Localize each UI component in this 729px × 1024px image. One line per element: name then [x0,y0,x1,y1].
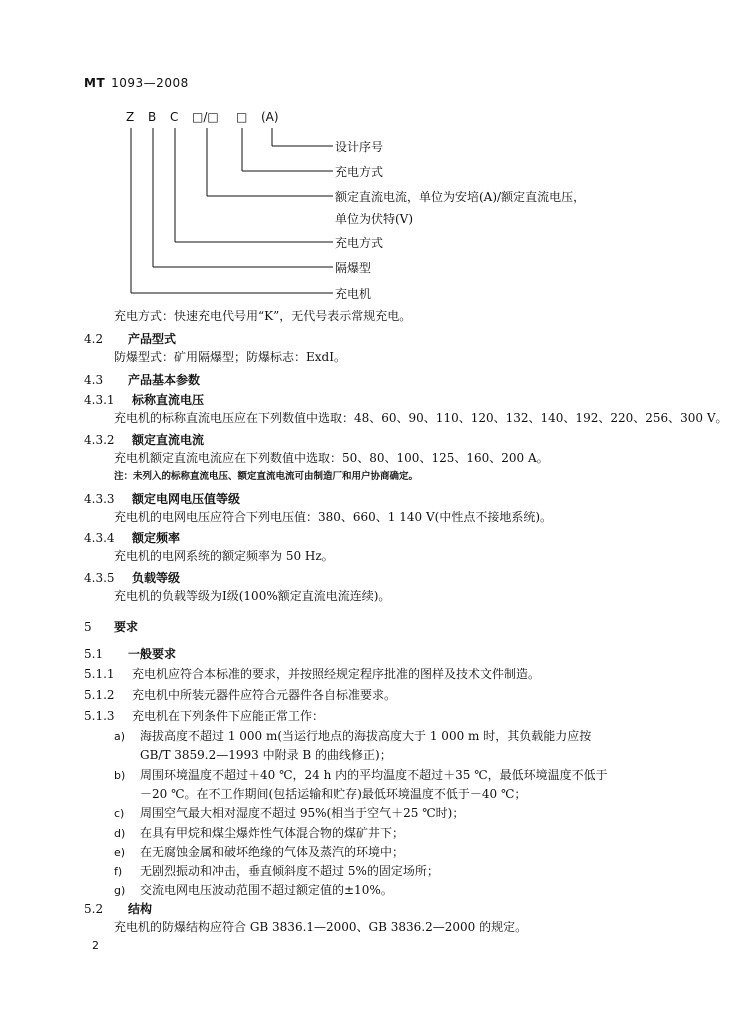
section-4-2-heading: 4.2 产品型式 [84,332,177,346]
code-letter-b: B [148,110,157,124]
condition-c: c) 周围空气最大相对湿度不超过 95%(相当于空气＋25 ℃时)； [114,806,465,820]
section-4-3-3-heading: 4.3.3 额定电网电压值等级 [84,492,241,506]
label-explosion-proof: 隔爆型 [335,261,372,275]
label-charge-mode-1: 充电方式 [335,165,384,179]
section-4-3-2-heading: 4.3.2 额定直流电流 [84,433,205,447]
section-4-2-text: 防爆型式：矿用隔爆型；防爆标志：ExdI。 [114,350,346,364]
section-4-3-4-heading: 4.3.4 额定频率 [84,531,181,545]
section-5-2-text: 充电机的防爆结构应符合 GB 3836.1—2000、GB 3836.2—2000 的规定。 [114,920,528,934]
clause-5-1-2: 5.1.2 充电机中所装元器件应符合元器件各自标准要求。 [84,688,397,702]
section-4-3-1-heading: 4.3.1 标称直流电压 [84,393,205,407]
section-4-3-heading: 4.3 产品基本参数 [84,373,201,387]
code-charge-mode: □ [236,110,248,124]
section-4-3-3-text: 充电机的电网电压应符合下列电压值：380、660、1 140 V(中性点不接地系统)。 [114,510,553,524]
label-rated-2: 单位为伏特(V) [335,212,414,226]
section-4-3-2-text: 充电机额定直流电流应在下列数值中选取：50、80、100、125、160、200 A。 [114,451,549,465]
label-charger: 充电机 [335,287,372,301]
condition-d: d) 在具有甲烷和煤尘爆炸性气体混合物的煤矿井下； [114,826,405,840]
charge-mode-note: 充电方式：快速充电代号用“K”，无代号表示常规充电。 [114,309,412,323]
condition-b-cont: －20 ℃。在不工作期间(包括运输和贮存)最低环境温度不低于－40 ℃； [140,787,527,801]
code-current-voltage: □/□ [192,110,219,124]
label-rated-1: 额定直流电流，单位为安培(A)/额定直流电压， [335,190,586,204]
code-design-seq: (A) [261,110,279,124]
clause-5-1-3: 5.1.3 充电机在下列条件下应能正常工作： [84,709,325,723]
clause-5-1-1: 5.1.1 充电机应符合本标准的要求，并按照经规定程序批准的图样及技术文件制造。 [84,667,541,681]
condition-a: a) 海拔高度不超过 1 000 m(当运行地点的海拔高度大于 1 000 m 时，其负载能力应按 [114,729,592,743]
section-4-3-5-heading: 4.3.5 负载等级 [84,571,181,585]
code-letter-z: Z [126,110,135,124]
condition-a-cont: GB/T 3859.2—1993 中附录 B 的曲线修正)； [140,748,392,762]
condition-g: g) 交流电网电压波动范围不超过额定值的±10%。 [114,883,393,897]
condition-b: b) 周围环境温度不超过＋40 ℃，24 h 内的平均温度不超过＋35 ℃，最低环境温度不低于 [114,768,608,782]
label-design-seq: 设计序号 [335,140,384,154]
standard-number: 1093—2008 [111,76,189,90]
section-5-heading: 5 要求 [84,620,139,634]
condition-e: e) 在无腐蚀金属和破坏绝缘的气体及蒸汽的环境中； [114,845,405,859]
condition-f: f) 无剧烈振动和冲击，垂直倾斜度不超过 5%的固定场所； [114,864,439,878]
label-charge-mode-2: 充电方式 [335,236,384,250]
section-5-2-heading: 5.2 结构 [84,902,153,916]
section-4-3-1-text: 充电机的标称直流电压应在下列数值中选取：48、60、90、110、120、132、140、192、220、256、300 V。 [114,411,728,425]
section-4-3-5-text: 充电机的负载等级为Ⅰ级(100%额定直流电流连续)。 [114,589,391,603]
standard-code: MT [84,76,106,90]
section-5-1-heading: 5.1 一般要求 [84,647,177,661]
code-letter-c: C [170,110,179,124]
section-4-3-4-text: 充电机的电网系统的额定频率为 50 Hz。 [114,549,334,563]
page-number: 2 [92,939,99,952]
section-4-3-2-note: 注：未列入的标称直流电压、额定直流电流可由制造厂和用户协商确定。 [114,471,419,482]
